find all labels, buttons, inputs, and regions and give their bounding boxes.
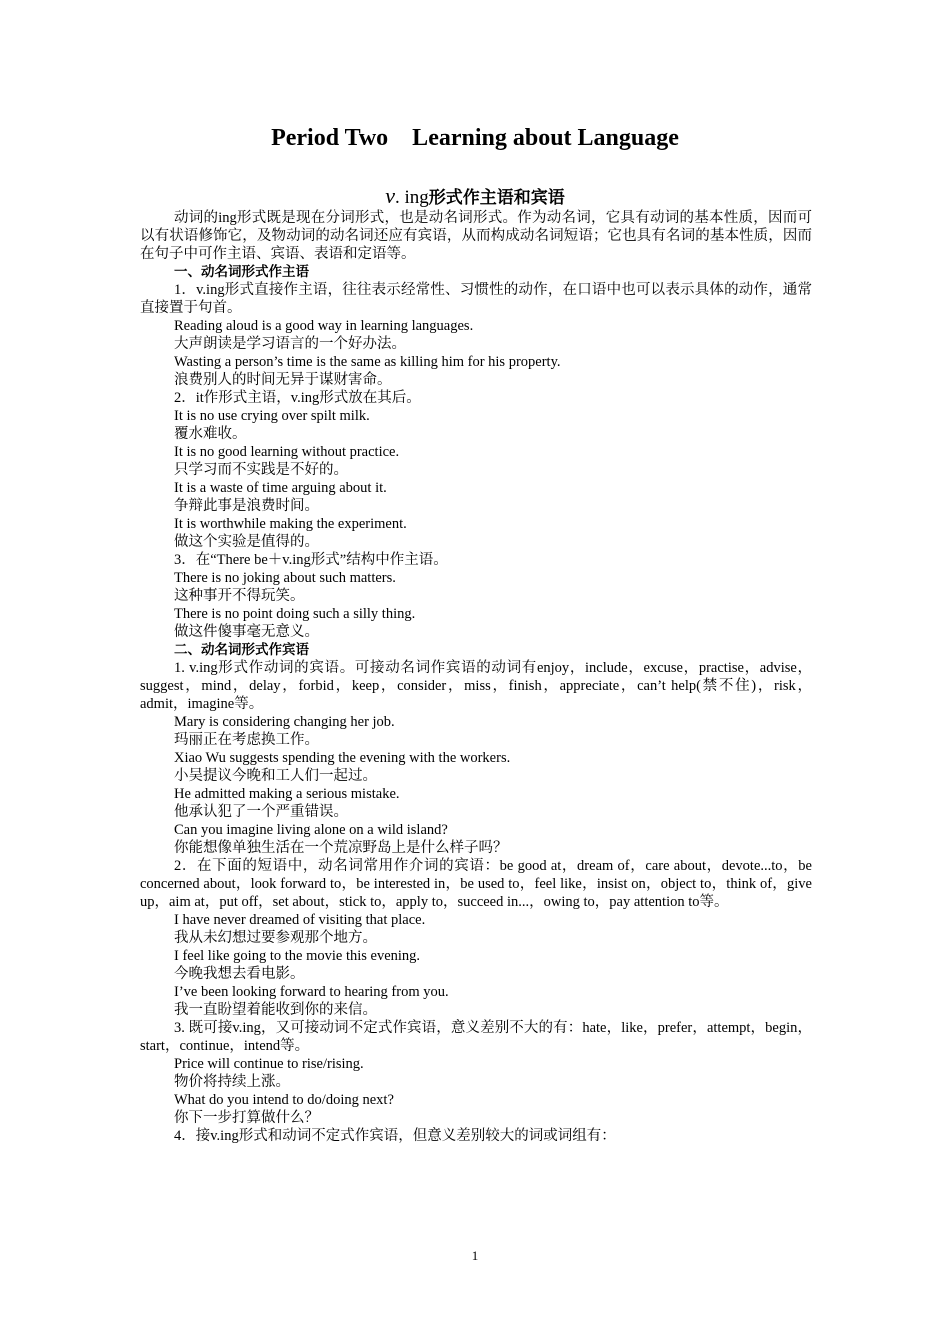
paragraph: Xiao Wu suggests spending the evening with the workers. bbox=[174, 750, 511, 766]
paragraph: 大声朗读是学习语言的一个好办法。 bbox=[174, 336, 406, 352]
paragraph: 1．v.ing形式直接作主语，往往表示经常性、习惯性的动作，在口语中也可以表示具体的动作，通常直接置于句首。 bbox=[140, 282, 812, 316]
paragraph: 他承认犯了一个严重错误。 bbox=[174, 804, 348, 820]
paragraph: 这种事开不得玩笑。 bbox=[174, 588, 305, 604]
paragraph: 2．在下面的短语中，动名词常用作介词的宾语：be good at，dream of，care about，devote...to，be concerned about，look forward to，be interested in，be used to，feel like，insist on，object to，think of，give up，aim at，put off，set about，stick to，apply to，succeed in...，owing to，pay attention to等。 bbox=[140, 858, 812, 910]
paragraph: He admitted making a serious mistake. bbox=[174, 786, 400, 802]
paragraph: 玛丽正在考虑换工作。 bbox=[174, 732, 319, 748]
paragraph: Price will continue to rise/rising. bbox=[174, 1056, 364, 1072]
section-subtitle bbox=[0, 183, 950, 211]
paragraph: It is worthwhile making the experiment. bbox=[174, 516, 407, 532]
paragraph: 小吴提议今晚和工人们一起过。 bbox=[174, 768, 377, 784]
paragraph: Reading aloud is a good way in learning languages. bbox=[174, 318, 474, 334]
paragraph: Can you imagine living alone on a wild island? bbox=[174, 822, 448, 838]
paragraph: I’ve been looking forward to hearing from you. bbox=[174, 984, 449, 1000]
page-title: Period Two Learning about Language bbox=[271, 125, 679, 151]
paragraph: 4．接v.ing形式和动词不定式作宾语，但意义差别较大的词或词组有： bbox=[174, 1128, 616, 1144]
paragraph: Wasting a person’s time is the same as killing him for his property. bbox=[174, 354, 561, 370]
paragraph: 动词的ing形式既是现在分词形式，也是动名词形式。作为动名词，它具有动词的基本性质，因而可以有状语修饰它，及物动词的动名词还应有宾语，从而构成动名词短语；它也具有名词的基本性质，因而在句子中可作主语、宾语、表语和定语等。 bbox=[140, 210, 812, 262]
paragraph: 覆水难收。 bbox=[174, 426, 247, 442]
paragraph: 你能想像单独生活在一个荒凉野岛上是什么样子吗？ bbox=[174, 840, 508, 856]
paragraph: It is no use crying over spilt milk. bbox=[174, 408, 370, 424]
paragraph: There is no joking about such matters. bbox=[174, 570, 396, 586]
paragraph: It is no good learning without practice. bbox=[174, 444, 400, 460]
paragraph: 你下一步打算做什么？ bbox=[174, 1110, 319, 1126]
paragraph: There is no point doing such a silly thing. bbox=[174, 606, 416, 622]
paragraph: It is a waste of time arguing about it. bbox=[174, 480, 387, 496]
paragraph: 2．it作形式主语，v.ing形式放在其后。 bbox=[174, 390, 421, 406]
subtitle-ing: . ing bbox=[394, 187, 429, 208]
paragraph: 浪费别人的时间无异于谋财害命。 bbox=[174, 372, 392, 388]
section-heading: 一、动名词形式作主语 bbox=[174, 264, 309, 280]
paragraph: 1. v.ing形式作动词的宾语。可接动名词作宾语的动词有enjoy，include，excuse，practise，advise，suggest，mind，delay，forbid，keep，consider，miss，finish，appreciate，can’t help(禁不住)，risk，admit，imagine等。 bbox=[140, 660, 812, 712]
paragraph: 我一直盼望着能收到你的来信。 bbox=[174, 1002, 377, 1018]
paragraph: 3．在“There be＋v.ing形式”结构中作主语。 bbox=[174, 552, 448, 568]
paragraph: 做这件傻事毫无意义。 bbox=[174, 624, 319, 640]
subtitle-cn: 形式作主语和宾语 bbox=[428, 188, 565, 207]
paragraph: 今晚我想去看电影。 bbox=[174, 966, 305, 982]
paragraph: What do you intend to do/doing next? bbox=[174, 1092, 394, 1108]
paragraph: Mary is considering changing her job. bbox=[174, 714, 395, 730]
paragraph: I feel like going to the movie this evening. bbox=[174, 948, 421, 964]
document-body bbox=[140, 209, 812, 1145]
paragraph: 做这个实验是值得的。 bbox=[174, 534, 319, 550]
section-heading: 二、动名词形式作宾语 bbox=[174, 642, 309, 658]
paragraph: I have never dreamed of visiting that place. bbox=[174, 912, 426, 928]
paragraph: 物价将持续上涨。 bbox=[174, 1074, 290, 1090]
subtitle-v: v bbox=[385, 183, 395, 208]
paragraph: 3. 既可接v.ing，又可接动词不定式作宾语，意义差别不大的有：hate，like，prefer，attempt，begin，start，continue，intend等。 bbox=[140, 1020, 812, 1054]
paragraph: 只学习而不实践是不好的。 bbox=[174, 462, 348, 478]
paragraph: 争辩此事是浪费时间。 bbox=[174, 498, 319, 514]
paragraph: 我从未幻想过要参观那个地方。 bbox=[174, 930, 377, 946]
page-number: 1 bbox=[471, 1248, 479, 1263]
